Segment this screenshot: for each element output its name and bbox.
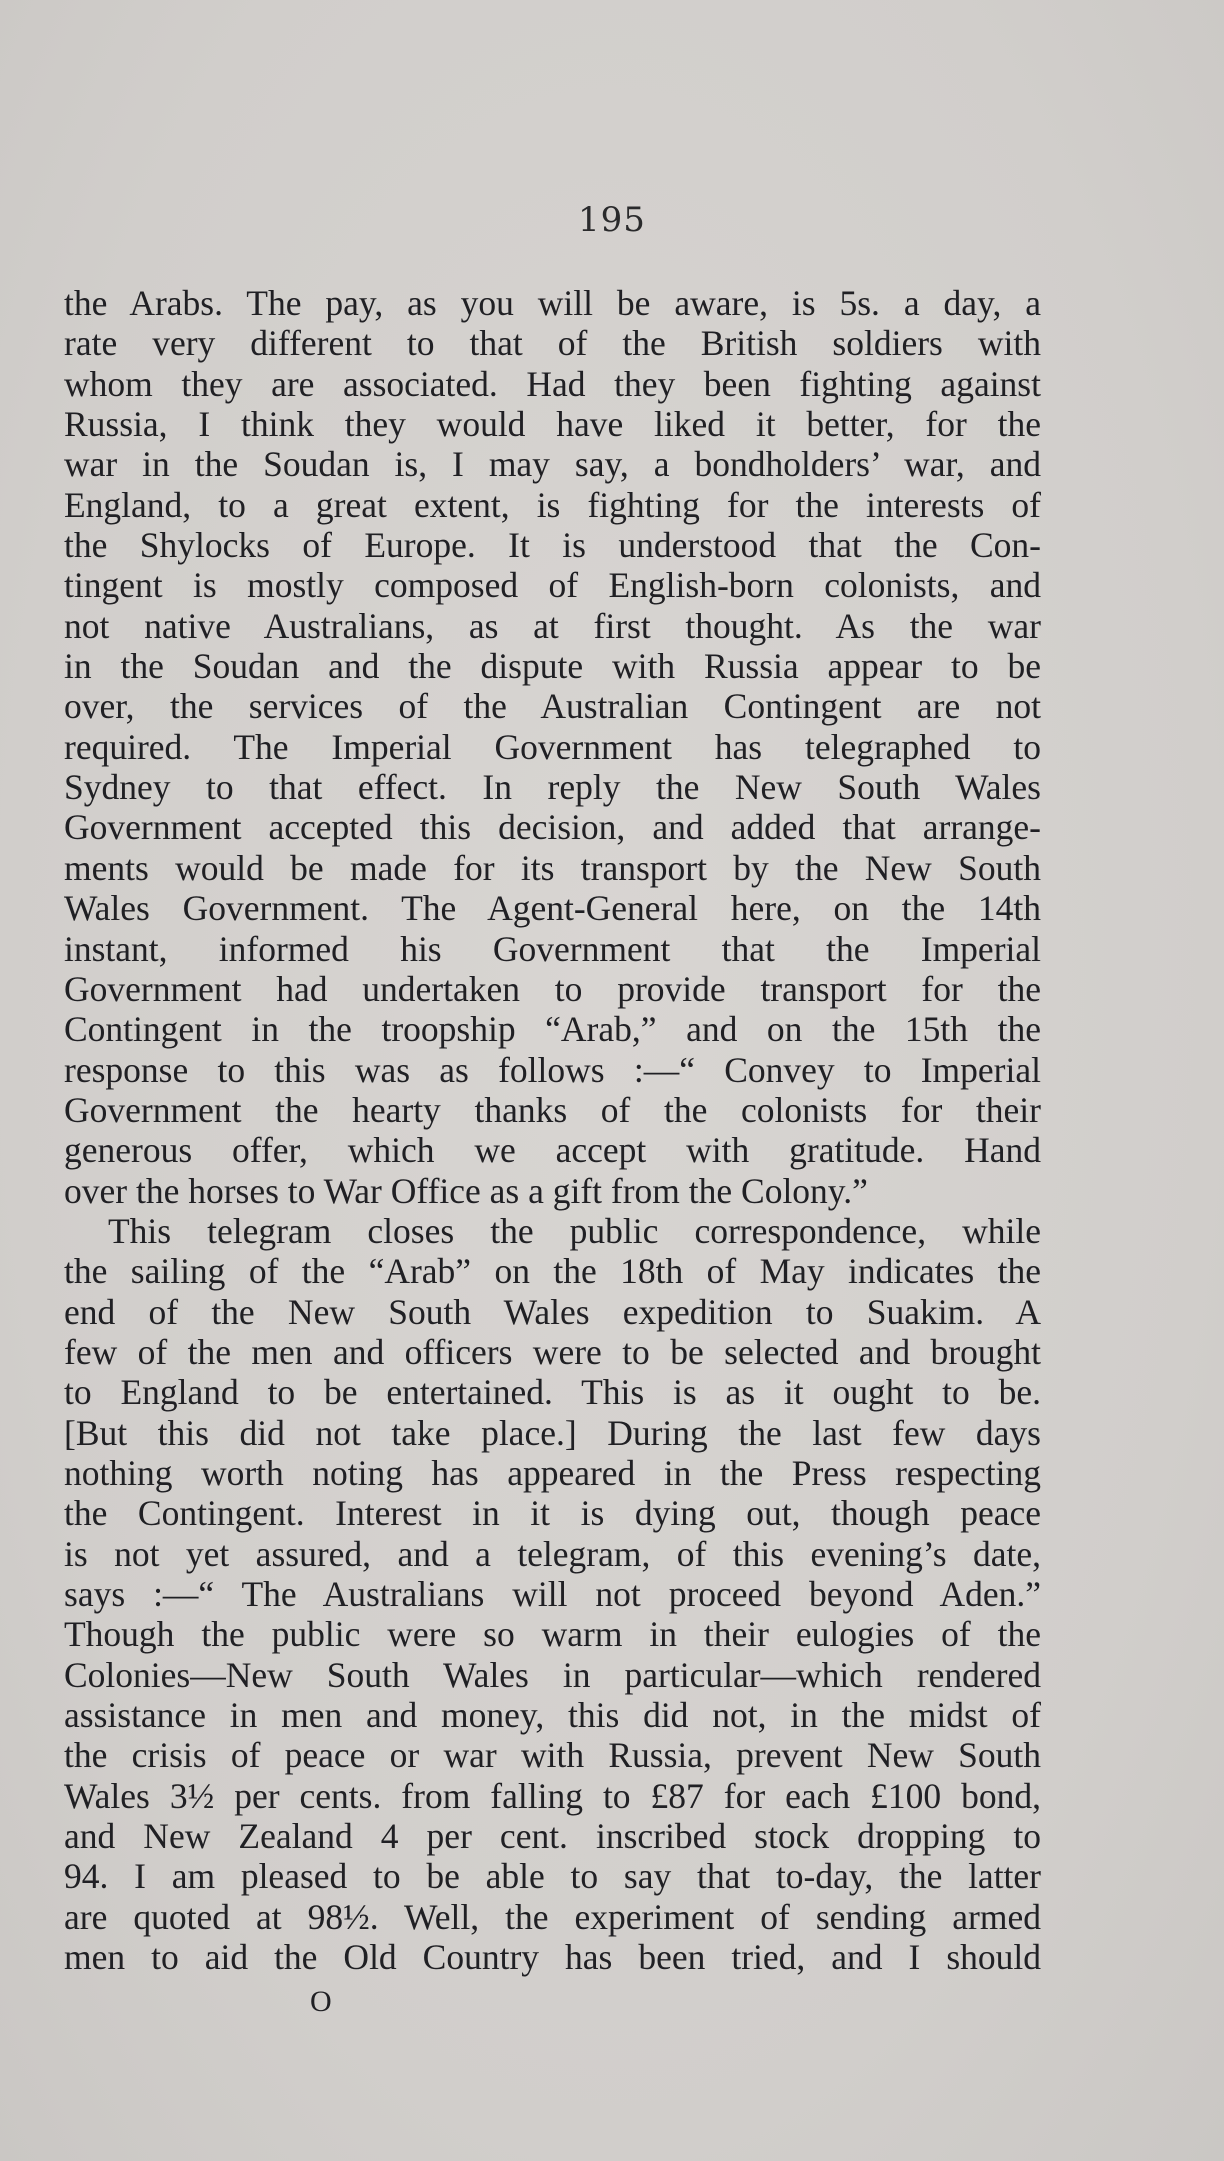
text-line: not native Australians, as at first thought. As the war xyxy=(64,605,1041,646)
text-line: the crisis of peace or war with Russia, prevent New South xyxy=(64,1735,1041,1776)
text-line: ments would be made for its transport by the New South xyxy=(64,847,1041,888)
page-number: 195 xyxy=(578,200,646,240)
text-line: instant, informed his Government that the Imperial xyxy=(64,928,1041,969)
text-line: required. The Imperial Government has telegraphed to xyxy=(64,726,1041,767)
text-line: whom they are associated. Had they been fighting against xyxy=(64,363,1041,404)
text-line: Though the public were so warm in their eulogies of the xyxy=(64,1614,1041,1655)
text-line: Wales 3½ per cents. from falling to £87 for each £100 bond, xyxy=(64,1775,1041,1816)
text-line: war in the Soudan is, I may say, a bondholders’ war, and xyxy=(64,444,1041,485)
text-line: few of the men and officers were to be selected and brought xyxy=(64,1331,1041,1372)
text-line: is not yet assured, and a telegram, of this evening’s date, xyxy=(64,1533,1041,1574)
text-line: generous offer, which we accept with gratitude. Hand xyxy=(64,1130,1041,1171)
text-line: Government the hearty thanks of the colonists for their xyxy=(64,1089,1041,1130)
text-line: tingent is mostly composed of English-born colonists, and xyxy=(64,565,1041,606)
text-line: end of the New South Wales expedition to Suakim. A xyxy=(64,1291,1041,1332)
text-line: Government accepted this decision, and added that arrange- xyxy=(64,807,1041,848)
text-line: [But this did not take place.] During the last few days xyxy=(64,1412,1041,1453)
text-line: response to this was as follows :—“ Convey to Imperial xyxy=(64,1049,1041,1090)
text-line: over, the services of the Australian Contingent are not xyxy=(64,686,1041,727)
text-line: the sailing of the “Arab” on the 18th of May indicates the xyxy=(64,1251,1041,1292)
text-line: Contingent in the troopship “Arab,” and on the 15th the xyxy=(64,1009,1041,1050)
body-text xyxy=(64,283,1041,1977)
text-line: are quoted at 98½. Well, the experiment of sending armed xyxy=(64,1896,1041,1937)
paragraph-start-line: This telegram closes the public correspondence, while xyxy=(108,1210,1041,1251)
text-line: to England to be entertained. This is as it ought to be. xyxy=(64,1372,1041,1413)
paragraph-end-line: over the horses to War Office as a gift from the Colony.” xyxy=(64,1170,868,1211)
text-line: Russia, I think they would have liked it better, for the xyxy=(64,404,1041,445)
text-line: Colonies—New South Wales in particular—which rendered xyxy=(64,1654,1041,1695)
text-line: 94. I am pleased to be able to say that to-day, the latter xyxy=(64,1856,1041,1897)
text-line: men to aid the Old Country has been tried, and I should xyxy=(64,1937,1041,1978)
text-line: rate very different to that of the British soldiers with xyxy=(64,323,1041,364)
text-line: and New Zealand 4 per cent. inscribed stock dropping to xyxy=(64,1816,1041,1857)
text-line: Wales Government. The Agent-General here, on the 14th xyxy=(64,888,1041,929)
signature-mark: O xyxy=(310,1985,332,2018)
text-line: Government had undertaken to provide transport for the xyxy=(64,968,1041,1009)
text-line: in the Soudan and the dispute with Russia appear to be xyxy=(64,646,1041,687)
text-line: the Contingent. Interest in it is dying out, though peace xyxy=(64,1493,1041,1534)
text-line: the Shylocks of Europe. It is understood that the Con- xyxy=(64,525,1041,566)
text-line: Sydney to that effect. In reply the New South Wales xyxy=(64,767,1041,808)
text-line: nothing worth noting has appeared in the Press respecting xyxy=(64,1452,1041,1493)
text-line: the Arabs. The pay, as you will be aware, is 5s. a day, a xyxy=(64,283,1041,323)
text-line: says :—“ The Australians will not proceed beyond Aden.” xyxy=(64,1574,1041,1614)
text-line: assistance in men and money, this did not, in the midst of xyxy=(64,1695,1041,1736)
text-line: England, to a great extent, is fighting for the interests of xyxy=(64,484,1041,525)
